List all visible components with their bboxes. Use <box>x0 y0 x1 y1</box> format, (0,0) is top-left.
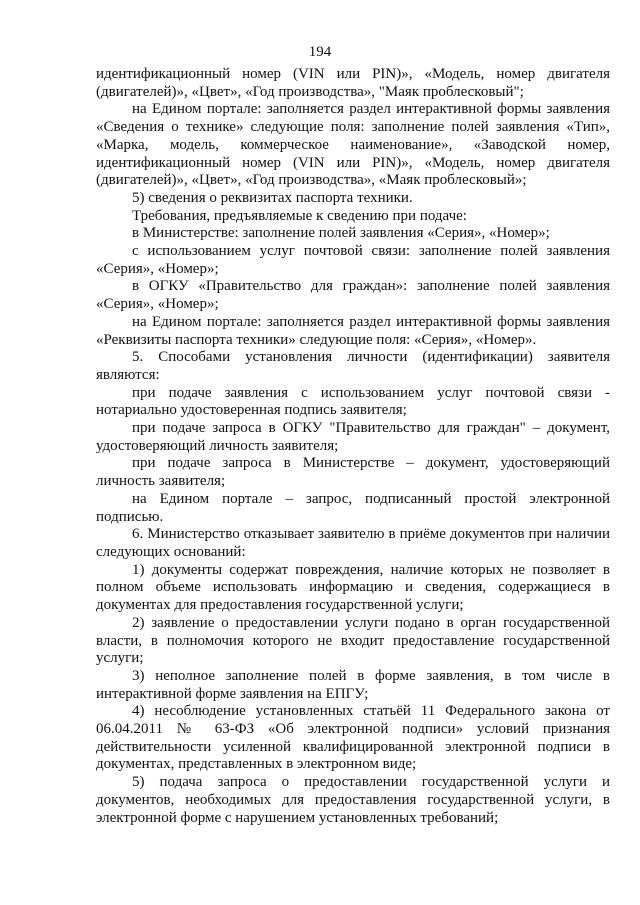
paragraph: 5) подача запроса о предоставлении государственной услуги и документов, необходимых для предоставления государственной услуги, в электронной форме с нарушением установленных требований; <box>96 774 610 826</box>
paragraph: при подаче заявления с использованием услуг почтовой связи - нотариально удостоверенная подпись заявителя; <box>96 384 610 419</box>
paragraph: 4) несоблюдение установленных статьёй 11 Федерального закона от 06.04.2011 № 63-ФЗ «Об электронной подписи» условий признания действительности усиленной квалифицированной электронной подписи в документах, представленных в электронном виде; <box>96 703 610 773</box>
paragraph: идентификационный номер (VIN или PIN)», «Модель, номер двигателя (двигателей)», «Цвет», «Год производства», "Маяк проблесковый"; <box>96 66 610 100</box>
paragraph: 6. Министерство отказывает заявителю в приёме документов при наличии следующих оснований: <box>96 526 610 560</box>
paragraph: на Едином портале – запрос, подписанный простой электронной подписью. <box>96 490 610 525</box>
paragraph: на Едином портале: заполняется раздел интерактивной формы заявления «Реквизиты паспорта техники» следующие поля: «Серия», «Номер». <box>96 313 610 348</box>
paragraph: с использованием услуг почтовой связи: заполнение полей заявления «Серия», «Номер»; <box>96 243 610 277</box>
paragraph: в Министерстве: заполнение полей заявления «Серия», «Номер»; <box>132 225 550 242</box>
paragraph: при подаче запроса в ОГКУ "Правительство для граждан" – документ, удостоверяющий личность заявителя; <box>96 420 610 454</box>
body-text <box>96 66 610 827</box>
paragraph: 3) неполное заполнение полей в форме заявления, в том числе в интерактивной форме заявления на ЕПГУ; <box>96 667 610 702</box>
page-number: 194 <box>308 44 332 60</box>
paragraph: при подаче запроса в Министерстве – документ, удостоверяющий личность заявителя; <box>96 455 610 490</box>
paragraph: 5) сведения о реквизитах паспорта техники. <box>132 189 413 206</box>
paragraph: на Едином портале: заполняется раздел интерактивной формы заявления «Сведения о технике» следующие поля: заполнение полей заявления «Тип», «Марка, модель, коммерческое наименование», «Заводской номер, идентификационный номер (VIN или PIN)», «Модель, номер двигателя (двигателей)», «Цвет», «Год производства», «Маяк проблесковый»; <box>96 101 610 189</box>
paragraph: Требования, предъявляемые к сведению при подаче: <box>132 207 467 224</box>
paragraph: 2) заявление о предоставлении услуги подано в орган государственной власти, в полномочия которого не входит предоставление государственной услуги; <box>96 614 610 667</box>
paragraph: 5. Способами установления личности (идентификации) заявителя являются: <box>96 349 610 383</box>
paragraph: 1) документы содержат повреждения, наличие которых не позволяет в полном объеме использовать информацию и сведения, содержащиеся в документах для предоставления государственной услуги; <box>96 561 610 614</box>
paragraph: в ОГКУ «Правительство для граждан»: заполнение полей заявления «Серия», «Номер»; <box>96 278 610 313</box>
